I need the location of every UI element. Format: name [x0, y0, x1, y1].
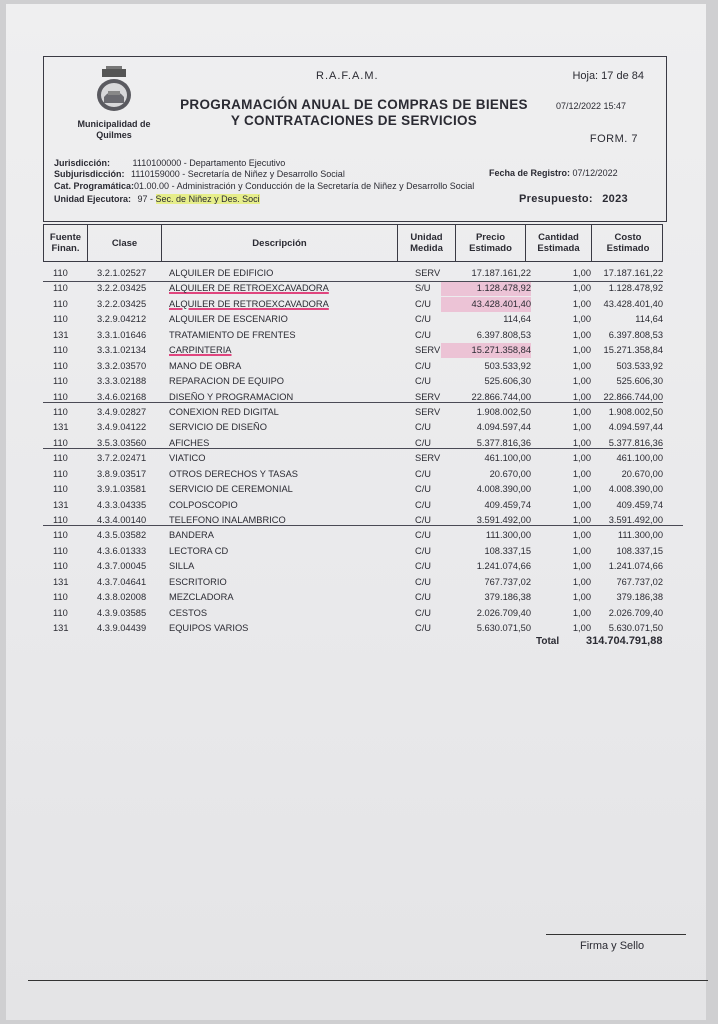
- cell-precio: 2.026.709,40: [476, 607, 531, 618]
- cell-unidad: C/U: [415, 314, 432, 325]
- presupuesto: [519, 193, 628, 205]
- unidad-value-prefix: 97 -: [137, 194, 156, 204]
- cell-descripcion: VIATICO: [169, 453, 206, 464]
- cell-fuente: 131: [53, 499, 69, 510]
- cell-costo: 1.128.478,92: [608, 283, 663, 294]
- cell-clase: 4.3.9.04439: [97, 623, 147, 634]
- cell-clase: 3.2.2.03425: [97, 283, 147, 294]
- table-row: [43, 590, 669, 605]
- table-row: [43, 343, 669, 358]
- cell-costo: 409.459,74: [616, 499, 663, 510]
- cell-precio: 503.533,92: [484, 360, 531, 371]
- total-label: Total: [536, 636, 560, 647]
- cell-cantidad: 1,00: [572, 376, 591, 387]
- cell-unidad: SERV: [415, 406, 441, 417]
- cell-costo: 461.100,00: [616, 453, 663, 464]
- cell-costo: 5.377.816,36: [608, 437, 663, 448]
- total-value: 314.704.791,88: [586, 635, 663, 647]
- cell-fuente: 110: [53, 468, 68, 479]
- cell-costo: 15.271.358,84: [603, 345, 663, 356]
- cell-costo: 17.187.161,22: [603, 268, 663, 278]
- jurisdiccion-value: 1110100000 - Departamento Ejecutivo: [132, 158, 286, 168]
- table-row: [43, 528, 669, 543]
- cell-costo: 379.186,38: [616, 592, 663, 603]
- cell-fuente: 131: [53, 329, 69, 340]
- cell-unidad: SERV: [415, 345, 441, 356]
- row-divider: [43, 525, 683, 526]
- cell-clase: 3.7.2.02471: [97, 453, 147, 464]
- cell-fuente: 110: [53, 453, 68, 464]
- cell-precio: 114,64: [503, 314, 531, 325]
- cell-costo: 22.866.744,00: [603, 391, 663, 402]
- table-row: [43, 606, 669, 621]
- cell-clase: 4.3.7.00045: [97, 561, 147, 572]
- unidad-ejecutora-line: [54, 194, 260, 205]
- row-divider: [43, 281, 663, 282]
- cell-precio: 379.186,38: [484, 592, 531, 603]
- table-row: [43, 451, 669, 466]
- cell-precio: 4.008.390,00: [476, 484, 531, 495]
- cell-descripcion: AFICHES: [169, 437, 210, 448]
- cell-clase: 4.3.7.04641: [97, 576, 147, 587]
- cell-costo: 108.337,15: [616, 545, 663, 556]
- cell-costo: 1.241.074,66: [608, 561, 663, 572]
- header-box: [43, 56, 667, 222]
- signature-line: [546, 934, 686, 935]
- cell-clase: 3.4.6.02168: [97, 391, 147, 402]
- col-unidad: Unidad Medida: [398, 225, 456, 261]
- document-page: [6, 4, 706, 1020]
- cell-fuente: 110: [53, 545, 68, 556]
- cell-clase: 3.5.3.03560: [97, 437, 147, 448]
- table-row: [43, 544, 669, 559]
- presupuesto-label: Presupuesto:: [519, 193, 593, 205]
- cell-fuente: 110: [53, 592, 68, 603]
- cell-fuente: 110: [53, 561, 68, 572]
- table-row: [43, 312, 669, 327]
- cell-costo: 503.533,92: [616, 360, 663, 371]
- cell-cantidad: 1,00: [572, 484, 591, 495]
- cell-descripcion: ESCRITORIO: [169, 576, 227, 587]
- cell-clase: 4.3.6.01333: [97, 545, 147, 556]
- cell-cantidad: 1,00: [572, 360, 591, 371]
- cell-clase: 3.3.3.02188: [97, 376, 147, 387]
- cell-unidad: C/U: [415, 298, 432, 309]
- municipality-line2: Quilmes: [96, 130, 132, 140]
- jurisdiccion-line: [54, 158, 285, 169]
- cell-descripcion: TELEFONO INALAMBRICO: [169, 515, 286, 525]
- cell-unidad: C/U: [415, 422, 432, 433]
- cell-cantidad: 1,00: [572, 329, 591, 340]
- cell-cantidad: 1,00: [572, 623, 591, 634]
- cell-unidad: C/U: [415, 329, 432, 340]
- cell-precio: 525.606,30: [484, 376, 531, 387]
- cell-unidad: C/U: [415, 468, 432, 479]
- cell-descripcion: CONEXION RED DIGITAL: [169, 406, 279, 417]
- cell-precio: 17.187.161,22: [471, 268, 531, 278]
- table-row: [43, 575, 669, 590]
- row-divider: [43, 448, 663, 449]
- cell-descripcion: TRATAMIENTO DE FRENTES: [169, 329, 296, 340]
- table-row: [43, 405, 669, 420]
- cell-clase: 3.9.1.03581: [97, 484, 147, 495]
- unidad-label: Unidad Ejecutora:: [54, 194, 132, 204]
- cell-costo: 525.606,30: [616, 376, 663, 387]
- cell-descripcion: ALQUILER DE RETROEXCAVADORA: [169, 283, 329, 294]
- municipality-line1: Municipalidad de: [77, 119, 151, 129]
- cell-clase: 4.3.9.03585: [97, 607, 147, 618]
- cell-clase: 3.4.9.02827: [97, 406, 147, 417]
- cell-fuente: 110: [53, 484, 68, 495]
- cell-fuente: 110: [53, 515, 68, 525]
- cell-fuente: 110: [53, 376, 68, 387]
- cell-precio: 409.459,74: [484, 499, 531, 510]
- unidad-value-highlighted: Sec. de Niñez y Des. Soci: [155, 194, 260, 204]
- col-precio: Precio Estimado: [456, 225, 526, 261]
- cell-cantidad: 1,00: [572, 437, 591, 448]
- table-row: [43, 266, 669, 281]
- cell-clase: 4.3.4.00140: [97, 515, 147, 525]
- cell-cantidad: 1,00: [572, 468, 591, 479]
- cell-precio: 461.100,00: [484, 453, 531, 464]
- cell-costo: 5.630.071,50: [608, 623, 663, 634]
- fecha-value: 07/12/2022: [572, 168, 618, 178]
- cell-clase: 3.2.9.04212: [97, 314, 147, 325]
- cell-fuente: 110: [53, 268, 68, 278]
- signature-label: Firma y Sello: [580, 940, 645, 952]
- cell-clase: 3.8.9.03517: [97, 468, 147, 479]
- cell-clase: 3.3.1.01646: [97, 329, 147, 340]
- table-row: [43, 467, 669, 482]
- cell-cantidad: 1,00: [572, 607, 591, 618]
- cell-cantidad: 1,00: [572, 515, 591, 525]
- cell-fuente: 110: [53, 298, 68, 309]
- cell-precio: 5.377.816,36: [476, 437, 531, 448]
- cell-clase: 4.3.3.04335: [97, 499, 147, 510]
- title-line1: PROGRAMACIÓN ANUAL DE COMPRAS DE BIENES: [180, 97, 528, 112]
- cell-descripcion: CARPINTERIA: [169, 345, 232, 356]
- cell-costo: 43.428.401,40: [603, 298, 663, 309]
- cell-clase: 4.3.5.03582: [97, 530, 147, 541]
- cell-descripcion: LECTORA CD: [169, 545, 229, 556]
- cell-fuente: 110: [53, 530, 68, 541]
- cell-clase: 3.3.1.02134: [97, 345, 147, 356]
- cell-unidad: S/U: [415, 283, 431, 294]
- cell-cantidad: 1,00: [572, 576, 591, 587]
- cell-descripcion: ALQUILER DE EDIFICIO: [169, 268, 274, 278]
- cell-costo: 3.591.492,00: [608, 515, 663, 525]
- cell-cantidad: 1,00: [572, 422, 591, 433]
- cell-precio: 4.094.597,44: [476, 422, 531, 433]
- cell-cantidad: 1,00: [572, 545, 591, 556]
- municipal-seal-icon: [94, 65, 134, 113]
- cell-descripcion: BANDERA: [169, 530, 214, 541]
- print-datetime: 07/12/2022 15:47: [556, 101, 627, 111]
- cell-fuente: 110: [53, 406, 68, 417]
- cell-cantidad: 1,00: [572, 391, 591, 402]
- cat-value: 01.00.00 - Administración y Conducción de la Secretaría de Niñez y Desarrollo Social: [134, 181, 475, 191]
- cell-unidad: C/U: [415, 576, 432, 587]
- table-row: [43, 498, 669, 513]
- cell-fuente: 131: [53, 623, 69, 634]
- cell-unidad: C/U: [415, 499, 432, 510]
- cell-clase: 3.2.2.03425: [97, 298, 147, 309]
- cat-label: Cat. Programática:: [54, 181, 135, 191]
- col-fuente: Fuente Finan.: [44, 225, 88, 261]
- cell-cantidad: 1,00: [572, 530, 591, 541]
- cell-unidad: C/U: [415, 360, 432, 371]
- cell-costo: 20.670,00: [621, 468, 663, 479]
- cell-descripcion: CESTOS: [169, 607, 208, 618]
- cell-precio: 15.271.358,84: [441, 343, 531, 358]
- cell-cantidad: 1,00: [572, 561, 591, 572]
- cell-precio: 6.397.808,53: [476, 329, 531, 340]
- table-row: [43, 328, 669, 343]
- cell-precio: 1.241.074,66: [476, 561, 531, 572]
- title-line2: Y CONTRATACIONES DE SERVICIOS: [230, 113, 478, 128]
- table-row: [43, 297, 669, 312]
- cell-unidad: SERV: [415, 391, 441, 402]
- cell-unidad: C/U: [415, 623, 432, 634]
- table-row: [43, 281, 669, 296]
- footer-line: [28, 980, 708, 981]
- cell-cantidad: 1,00: [572, 314, 591, 325]
- table-row: [43, 359, 669, 374]
- cell-descripcion: REPARACION DE EQUIPO: [169, 376, 285, 387]
- cell-precio: 1.908.002,50: [476, 406, 531, 417]
- cell-descripcion: MANO DE OBRA: [169, 360, 242, 371]
- presupuesto-value: 2023: [602, 193, 628, 205]
- cell-precio: 3.591.492,00: [476, 515, 531, 525]
- cell-fuente: 110: [53, 607, 68, 618]
- cell-precio: 22.866.744,00: [471, 391, 531, 402]
- cell-cantidad: 1,00: [572, 406, 591, 417]
- cell-descripcion: DISEÑO Y PROGRAMACION: [169, 391, 294, 402]
- cell-fuente: 131: [53, 422, 69, 433]
- cell-cantidad: 1,00: [572, 283, 591, 294]
- cell-cantidad: 1,00: [572, 453, 591, 464]
- col-clase: Clase: [88, 225, 162, 261]
- cell-descripcion: SERVICIO DE CEREMONIAL: [169, 484, 293, 495]
- cell-unidad: C/U: [415, 607, 432, 618]
- cell-clase: 3.3.2.03570: [97, 360, 147, 371]
- cell-unidad: C/U: [415, 515, 432, 525]
- cell-costo: 4.008.390,00: [608, 484, 663, 495]
- col-descripcion: Descripción: [162, 225, 398, 261]
- cell-descripcion: COLPOSCOPIO: [169, 499, 238, 510]
- cell-costo: 114,64: [635, 314, 663, 325]
- table-header: [43, 224, 663, 262]
- cell-descripcion: EQUIPOS VARIOS: [169, 623, 249, 634]
- cell-unidad: C/U: [415, 592, 432, 603]
- cell-precio: 111.300,00: [485, 530, 531, 541]
- cell-cantidad: 1,00: [572, 499, 591, 510]
- cell-fuente: 110: [53, 391, 68, 402]
- col-costo: Costo Estimado: [606, 232, 650, 254]
- cell-descripcion: SERVICIO DE DISEÑO: [169, 422, 267, 433]
- fecha-label: Fecha de Registro:: [489, 168, 571, 178]
- table-body: [43, 266, 669, 637]
- row-divider: [43, 402, 663, 403]
- system-name: R.A.F.A.M.: [316, 70, 379, 82]
- cell-descripcion: SILLA: [169, 561, 195, 572]
- cell-fuente: 110: [53, 360, 68, 371]
- cell-unidad: C/U: [415, 561, 432, 572]
- table-row: [43, 621, 669, 636]
- cell-cantidad: 1,00: [572, 298, 591, 309]
- jurisdiccion-label: Jurisdicción:: [54, 158, 111, 168]
- cell-unidad: C/U: [415, 484, 432, 495]
- cell-unidad: C/U: [415, 545, 432, 556]
- fecha-registro: [489, 168, 618, 178]
- cell-costo: 1.908.002,50: [608, 406, 663, 417]
- cell-precio: 1.128.478,92: [441, 281, 531, 296]
- cell-costo: 767.737,02: [616, 576, 663, 587]
- table-row: [43, 420, 669, 435]
- cell-cantidad: 1,00: [572, 345, 591, 356]
- cell-unidad: C/U: [415, 530, 432, 541]
- page-indicator: Hoja: 17 de 84: [572, 70, 644, 82]
- cell-precio: 5.630.071,50: [476, 623, 531, 634]
- cell-unidad: C/U: [415, 376, 432, 387]
- cell-cantidad: 1,00: [572, 592, 591, 603]
- cell-descripcion: ALQUILER DE ESCENARIO: [169, 314, 288, 325]
- cell-costo: 6.397.808,53: [608, 329, 663, 340]
- cell-unidad: SERV: [415, 268, 441, 278]
- cell-fuente: 131: [53, 576, 69, 587]
- cell-descripcion: OTROS DERECHOS Y TASAS: [169, 468, 298, 479]
- cell-fuente: 110: [53, 283, 68, 294]
- cell-descripcion: MEZCLADORA: [169, 592, 234, 603]
- cell-precio: 108.337,15: [484, 545, 531, 556]
- subjurisdiccion-value: 1110159000 - Secretaría de Niñez y Desarrollo Social: [131, 169, 345, 179]
- cell-unidad: C/U: [415, 437, 432, 448]
- cell-costo: 2.026.709,40: [608, 607, 663, 618]
- cell-costo: 111.300,00: [617, 530, 663, 541]
- cell-descripcion: ALQUILER DE RETROEXCAVADORA: [169, 298, 329, 309]
- cell-fuente: 110: [53, 314, 68, 325]
- cell-fuente: 110: [53, 437, 68, 448]
- cell-costo: 4.094.597,44: [608, 422, 663, 433]
- cell-precio: 43.428.401,40: [441, 297, 531, 312]
- table-row: [43, 374, 669, 389]
- cell-unidad: SERV: [415, 453, 441, 464]
- cat-programatica-line: [54, 181, 474, 192]
- table-row: [43, 513, 669, 528]
- form-number: FORM. 7: [589, 133, 638, 145]
- subjurisdiccion-line: [54, 169, 345, 180]
- table-row: [43, 559, 669, 574]
- cell-fuente: 110: [53, 345, 68, 356]
- subjurisdiccion-label: Subjurisdicción:: [54, 169, 125, 179]
- document-title: [154, 97, 554, 129]
- table-row: [43, 482, 669, 497]
- cell-precio: 20.670,00: [489, 468, 531, 479]
- cell-clase: 3.2.1.02527: [97, 268, 147, 278]
- cell-clase: 4.3.8.02008: [97, 592, 147, 603]
- cell-cantidad: 1,00: [572, 268, 591, 278]
- cell-precio: 767.737,02: [484, 576, 531, 587]
- cell-clase: 3.4.9.04122: [97, 422, 147, 433]
- col-cantidad: Cantidad Estimada: [526, 225, 592, 261]
